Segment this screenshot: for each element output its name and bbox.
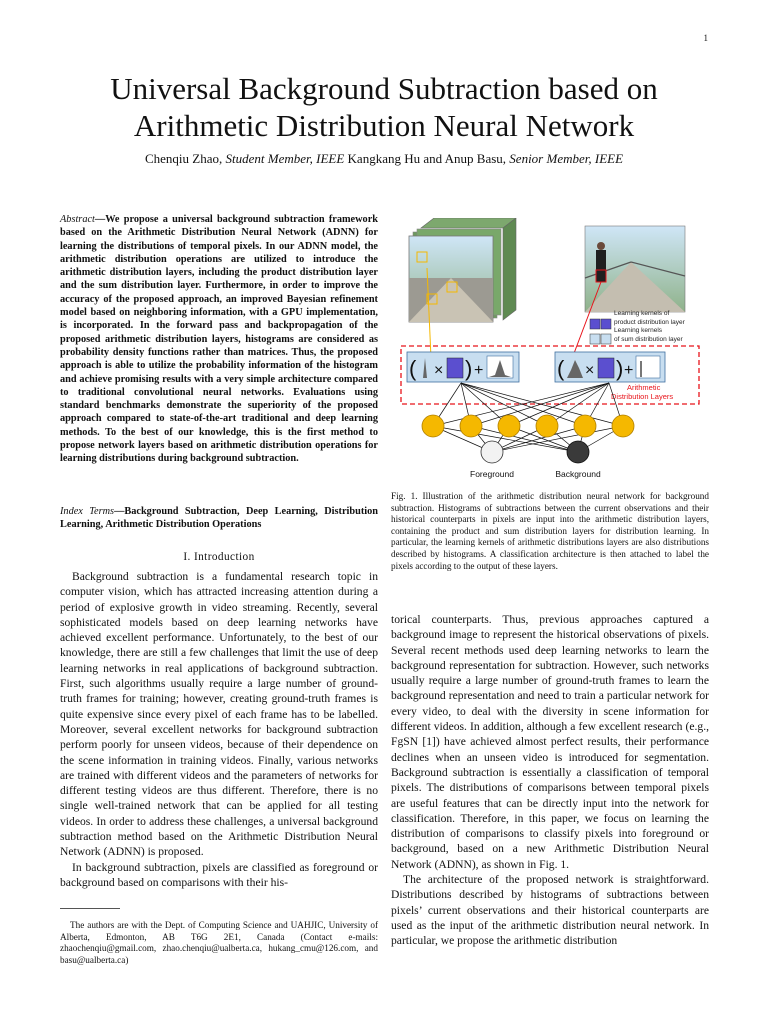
- abstract-lead: Abstract: [60, 214, 95, 225]
- paper-title: [60, 70, 708, 144]
- svg-text:×: ×: [585, 362, 595, 379]
- legend-product-line1: Learning kernels of: [614, 310, 670, 317]
- legend-sum-line2: of sum distribution layer: [614, 336, 683, 343]
- adl-label-line1: Arithmetic: [627, 383, 661, 392]
- svg-text:+: +: [624, 362, 634, 379]
- current-frame-photo: [585, 226, 685, 312]
- foreground-label: Foreground: [470, 469, 514, 479]
- index-terms: [60, 505, 378, 532]
- svg-text:(: (: [557, 356, 565, 381]
- intro-paragraph-1: Background subtraction is a fundamental research topic in computer vision, which has attracted increasing attention during a period of explosive growth in video streaming. Recently, several sophisticated models based on deep learning networks have achieved excellent performance. Unfortunately, to the best of our knowledge, there are still a few challenges that limit the use of deep learning networks in real applications of background subtraction. First, such algorithms usually require a large number of ground-truth frames for training; however, creating ground-truth frames is quite expensive since every pixel of each frame has to be labelled. Moreover, several excellent networks for background subtraction perform poorly for unseen videos, because of their dependence on the scene information in training videos. Finally, various networks are trained with different videos and the parameters of networks for different testing videos are thus different. Therefore, there is no single well-trained network that can be applied for all testing videos. In order to address these challenges, a universal background subtraction method based on the Arithmetic Distribution Neural Network (ADNN) is proposed.: [60, 570, 378, 859]
- author-2-role: Senior Member, IEEE: [509, 151, 624, 166]
- figure-1: [391, 218, 709, 488]
- author-1-role: Student Member, IEEE: [225, 151, 345, 166]
- title-line-1: Universal Background Subtraction based on: [110, 71, 658, 106]
- title-line-2: Arithmetic Distribution Neural Network: [133, 108, 635, 143]
- footnote-rule: [60, 908, 120, 909]
- index-terms-text: —Background Subtraction, Deep Learning, Distribution Learning, Arithmetic Distribution Operations: [60, 506, 378, 531]
- figure-legend: [590, 310, 686, 344]
- distribution-module-left: [407, 352, 519, 382]
- hidden-layer-nodes: [422, 415, 634, 437]
- intro-paragraph-2: In background subtraction, pixels are classified as foreground or background based on comparisons with their his-: [60, 860, 378, 889]
- index-terms-lead: Index Terms: [60, 506, 115, 517]
- author-2: Kangkang Hu and Anup Basu,: [347, 151, 507, 166]
- right-paragraph-2: The architecture of the proposed network is straightforward. Distributions described by histograms of subtractions between pixels’ current observations and their historical counterparts are used as the input of the arithmetic distribution neural network. In particular, we propose the arithmetic distribution: [391, 873, 709, 948]
- introduction-body: [60, 569, 378, 890]
- right-column-body: [391, 612, 709, 949]
- section-heading-introduction: I. Introduction: [183, 551, 255, 563]
- background-label: Background: [555, 469, 601, 479]
- footnote: The authors are with the Dept. of Computing Science and UAHJIC, University of Alberta, Edmonton, AB T6G 2E1, Canada (Contact e-mails: zhaochenqiu@gmail.com, zhao.chenqiu@ualberta.ca, hukang_cmu@126.com, and basu@ualberta.ca): [60, 920, 378, 966]
- abstract-text: —We propose a universal background subtraction framework based on the Arithmetic Distribution Neural Network (ADNN) for learning the distributions of temporal pixels. In our ADNN model, the arithmetic distribution operations are utilized to introduce the arithmetic distribution layers, including the product distribution layer and the sum distribution layer. Furthermore, in order to improve the accuracy of the proposed approach, an improved Bayesian refinement model based on neighboring information, with a GPU implementation, is incorporated. In the forward pass and backpropagation of the proposed arithmetic distribution layers, histograms are considered as probability density functions rather than matrices. Thus, the proposed approach is able to utilize the probability information of the histogram and achieve promising results with a very simple architecture compared to traditional convolutional neural networks. Evaluations using standard benchmarks demonstrate the superiority of the proposed approach compared to state-of-the-art traditional and deep learning methods. To the best of our knowledge, this is the first method to propose network layers based on arithmetic distribution operations for learning distributions during background subtraction.: [60, 214, 378, 465]
- adl-label-line2: Distribution Layers: [611, 392, 674, 401]
- foreground-node: [481, 441, 503, 463]
- background-node: [567, 441, 589, 463]
- author-1: Chenqiu Zhao,: [144, 151, 223, 166]
- right-paragraph-1: torical counterparts. Thus, previous approaches captured a background image to represent the historical observations of pixels. Several recent methods used deep learning networks to learn the background representation for subtraction. However, such networks usually require a large number of ground-truth frames to learn the background representation and need to train a particular network for every video, to deal with the diversity in scene information for different videos. In addition, although a few excellent research (e.g., FgSN [1]) have achieved almost perfect results, their performance declines when an unseen video is introduced for segmentation. Background subtraction is essentially a classification of temporal pixels. The distributions of comparisons between temporal pixels are useful features that can be directly input into the network for classification. Therefore, in this paper, we focus on learning the distribution of comparisons to classify pixels into foreground or background, based on a new Arithmetic Distribution Neural Network (ADNN), as shown in Fig. 1.: [391, 613, 709, 871]
- distribution-module-right: [555, 352, 665, 382]
- page-number: 1: [703, 33, 708, 43]
- svg-text:(: (: [409, 356, 417, 381]
- figure-1-caption: Fig. 1. Illustration of the arithmetic distribution neural network for background subtraction. Histograms of subtractions between the current observations and their historical counterparts in pixels are input into the arithmetic distribution layers, containing the product and sum distribution layers for distribution learning. In particular, the learning kernels of arithmetic distributions layers are also distributions described by histograms. A classification architecture is then attached to label the pixels according to the output of these layers.: [391, 491, 709, 571]
- svg-text:): ): [616, 356, 624, 381]
- network-edges: [433, 383, 623, 452]
- svg-text:+: +: [474, 362, 484, 379]
- svg-text:×: ×: [434, 362, 444, 379]
- svg-text:): ): [465, 356, 473, 381]
- legend-product-line2: product distribution layer: [614, 319, 685, 326]
- figure-1-diagram: [391, 218, 709, 488]
- video-frame-stack: [409, 218, 516, 322]
- author-line: [60, 151, 708, 167]
- abstract: [60, 213, 378, 466]
- legend-sum-line1: Learning kernels: [614, 327, 663, 334]
